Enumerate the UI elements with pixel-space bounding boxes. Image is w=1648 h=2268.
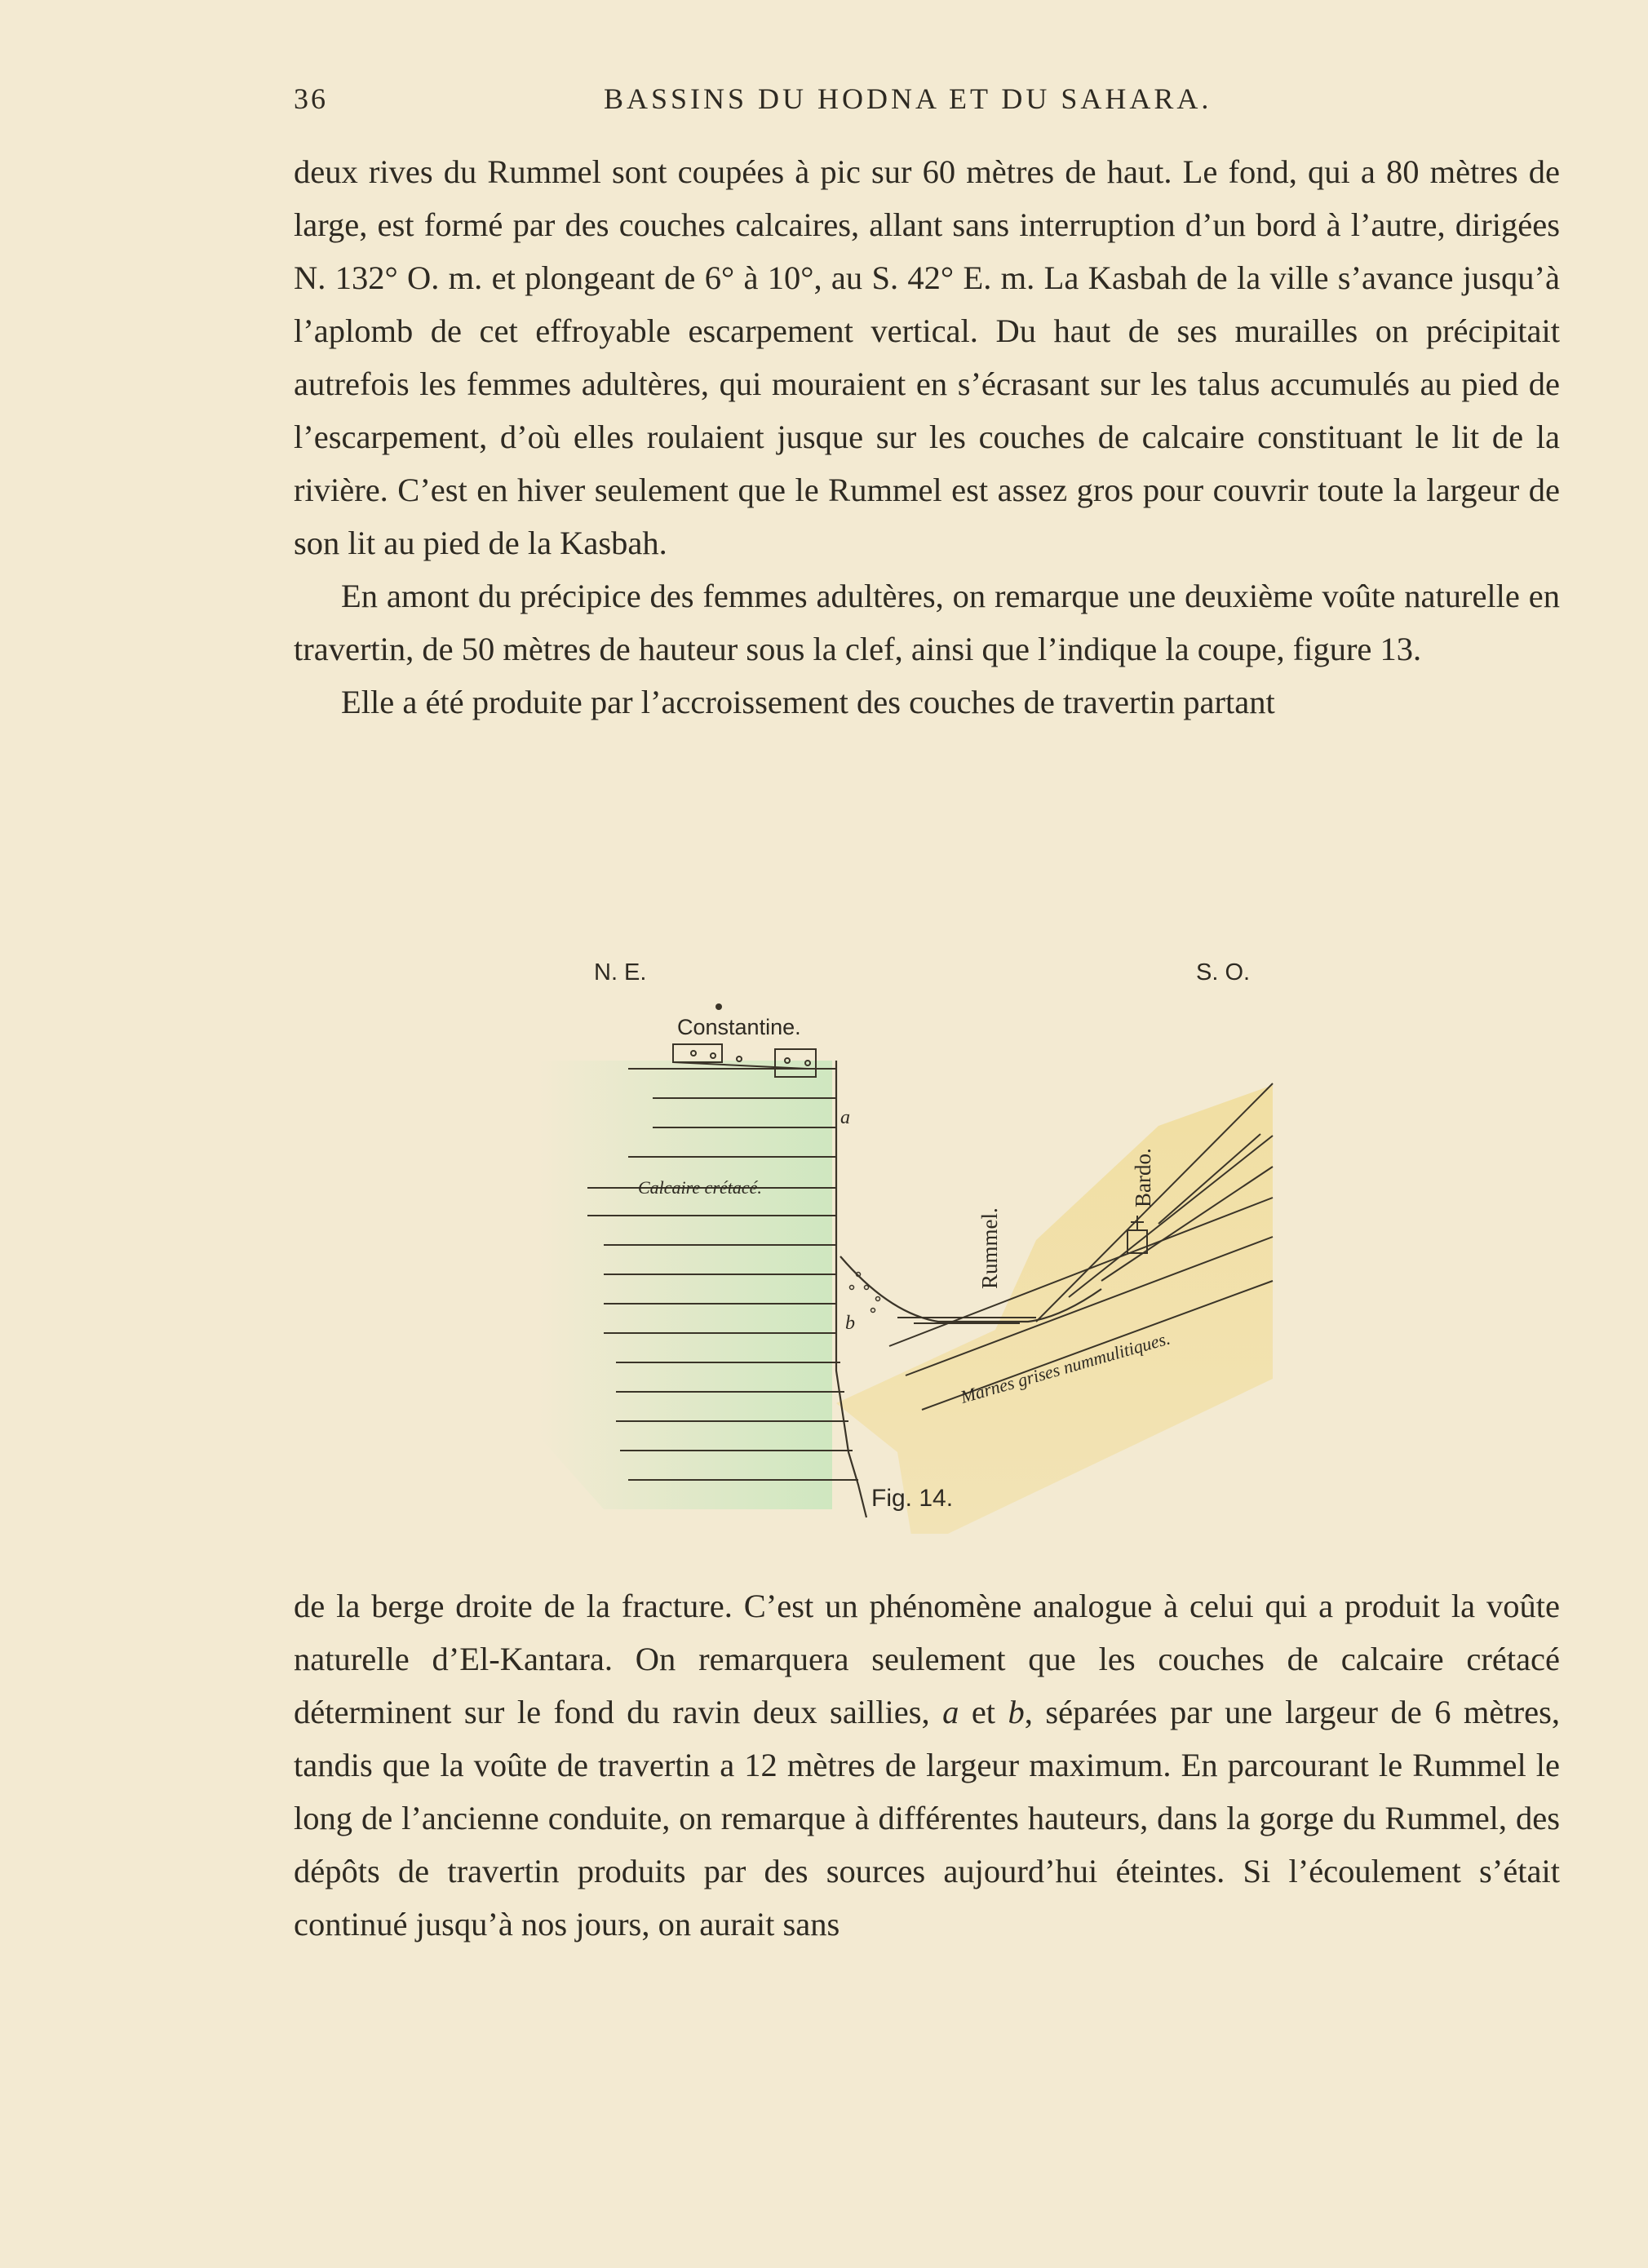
text-run: et — [959, 1694, 1008, 1730]
running-title: BASSINS DU HODNA ET DU SAHARA. — [604, 82, 1212, 115]
calcaire-label: Calcaire crétacé. — [638, 1177, 762, 1198]
italic-a: a — [942, 1694, 959, 1730]
body-text-bottom — [294, 1579, 1560, 1951]
text-run: de la berge droite de la fracture. C’est un phénomène analogue à celui qui a produit la voûte naturelle d’El-Kantara. On remarquera seulement que les couches de calcaire crétacé déterminent sur le fond du ravin deux saillies, — [294, 1588, 1560, 1730]
paragraph — [294, 1579, 1560, 1951]
label-b: b — [845, 1313, 855, 1334]
bardo-label: Bardo. — [1131, 1148, 1155, 1207]
body-text-top — [294, 145, 1560, 729]
constantine-label: Constantine. — [677, 1015, 801, 1039]
marnes-label: Marnes grises nummulitiques. — [958, 1327, 1172, 1407]
direction-so-label: S. O. — [1196, 959, 1251, 986]
figure-caption: Fig. 14. — [871, 1485, 954, 1512]
paragraph: Elle a été produite par l’accroissement des couches de travertin partant — [341, 684, 1275, 720]
direction-ne-label: N. E. — [594, 959, 647, 986]
italic-b: b — [1008, 1694, 1025, 1730]
text-run: , séparées par une largeur de 6 mètres, tandis que la voûte de travertin a 12 mètres de largeur maximum. En parcourant le Rummel le long de l’ancienne conduite, on remarque à différentes hauteurs, dans la gorge du Rummel, des dépôts de travertin produits par des sources aujourd’hui éteintes. Si l’écoulement s’était continué jusqu’à nos jours, on aurait sans — [294, 1694, 1560, 1942]
label-a: a — [840, 1107, 850, 1128]
cross-section-drawing — [538, 946, 1289, 1534]
rummel-label: Rummel. — [977, 1207, 1002, 1289]
page-header — [294, 82, 1566, 131]
geological-section-figure — [538, 946, 1289, 1534]
constantine-marker — [715, 1003, 722, 1010]
paragraph: En amont du précipice des femmes adultères, on remarque une deuxième voûte naturelle en travertin, de 50 mètres de hauteur sous la clef, ainsi que l’indique la coupe, figure 13. — [294, 578, 1560, 667]
travertine-dots — [850, 1273, 880, 1313]
page-number: 36 — [294, 82, 328, 115]
paragraph: deux rives du Rummel sont coupées à pic sur 60 mètres de haut. Le fond, qui a 80 mètres de large, est formé par des couches calcaires, allant sans interruption d’un bord à l’autre, dirigées N. 132° O. m. et plongeant de 6° à 10°, au S. 42° E. m. La Kasbah de la ville s’avance jusqu’à l’aplomb de cet effroyable escarpement vertical. Du haut de ses murailles on précipitait autrefois les femmes adultères, qui mouraient en s’écrasant sur les talus accumulés au pied de l’escarpement, d’où elles roulaient jusque sur les couches de calcaire constituant le lit de la rivière. C’est en hiver seulement que le Rummel est assez gros pour couvrir toute la largeur de son lit au pied de la Kasbah. — [294, 153, 1560, 561]
